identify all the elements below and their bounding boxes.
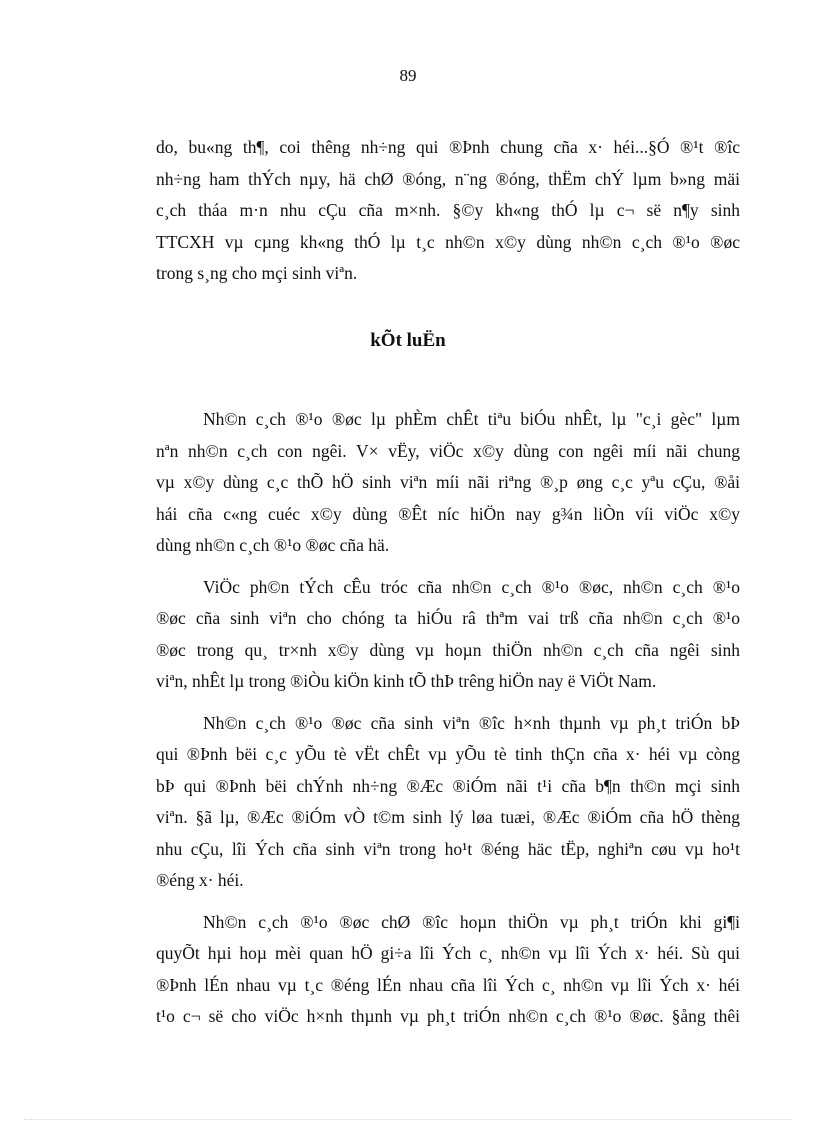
text-line: Nh©n c¸ch ®¹o ®øc lµ phÈm chÊt tiªu biÓu nhÊt, lµ "c¸i gèc" lµm [203,409,740,429]
text-line: viªn, nhÊt lµ trong ®iÒu kiÖn kinh tÕ thÞ trêng hiÖn nay ë ViÖt Nam. [156,671,657,691]
text-line: trong s¸ng cho mçi sinh viªn. [156,263,358,283]
text-line: ViÖc ph©n tÝch cÊu tróc cña nh©n c¸ch ®¹o ®øc, nh©n c¸ch ®¹o [203,576,740,597]
page-bottom-divider [24,1119,792,1120]
section-heading: kÕt luËn [370,330,446,351]
paragraph [156,907,740,1033]
text-line: quyÕt hµi hoµ mèi quan hÖ gi÷a lîi Ých c¸ nh©n vµ lîi Ých x· héi. Sù qui [156,943,740,963]
text-line: nh÷ng ham thÝch nµy, hä chØ ®óng, n¨ng ®óng, thËm chÝ lµm b»ng mäi [156,168,740,189]
text-line: do, bu«ng th¶, coi thêng nh÷ng qui ®Þnh chung cña x· héi...§Ó ®¹t ®îc [156,137,740,157]
text-line: ®Þnh lÉn nhau vµ t¸c ®éng lÉn nhau cña lîi Ých c¸ nh©n vµ lîi Ých x· héi [156,974,740,995]
text-line: vµ x©y dùng c¸c thÕ hÖ sinh viªn míi nãi riªng ®¸p øng c¸c yªu cÇu, ®åi [156,472,740,492]
text-line: TTCXH vµ cµng kh«ng thÓ lµ t¸c nh©n x©y dùng nh©n c¸ch ®¹o ®øc [156,231,740,252]
paragraph [156,572,740,698]
conclusion-body [156,404,740,1033]
paragraph [156,404,740,562]
text-line: t¹o c¬ së cho viÖc h×nh thµnh vµ ph¸t triÓn nh©n c¸ch ®¹o ®øc. §ång thêi [156,1006,740,1026]
paragraph [156,708,740,897]
text-line: ®éng x· héi. [156,870,244,890]
text-line: nhu cÇu, lîi Ých cña sinh viªn trong ho¹t ®éng häc tËp, nghiªn cøu vµ ho¹t [156,838,740,859]
text-line: hái cña c«ng cuéc x©y dùng ®Êt níc hiÖn nay g¾n liÒn víi viÖc x©y [156,503,740,524]
opening-paragraph [156,132,740,290]
text-line: Nh©n c¸ch ®¹o ®øc cña sinh viªn ®îc h×nh thµnh vµ ph¸t triÓn bÞ [203,712,740,733]
text-line: ®øc trong qu¸ tr×nh x©y dùng vµ hoµn thiÖn nh©n c¸ch cña ngêi sinh [156,639,740,660]
text-line: viªn. §ã lµ, ®Æc ®iÓm vÒ t©m sinh lý løa tuæi, ®Æc ®iÓm cña hÖ thèng [156,807,740,827]
text-line: c¸ch tháa m·n nhu cÇu cña m×nh. §©y kh«ng thÓ lµ c¬ së n¶y sinh [156,200,740,220]
text-line: dùng nh©n c¸ch ®¹o ®øc cña hä. [156,535,390,555]
text-line: nªn nh©n c¸ch con ngêi. V× vËy, viÖc x©y dùng con ngêi míi nãi chung [156,440,740,461]
page-number: 89 [399,66,417,85]
text-line: qui ®Þnh bëi c¸c yÕu tè vËt chÊt vµ yÕu tè tinh thÇn cña x· héi vµ còng [156,744,740,764]
text-line: ®øc cña sinh viªn cho chóng ta hiÓu râ thªm vai trß cña nh©n c¸ch ®¹o [156,608,740,628]
text-line: Nh©n c¸ch ®¹o ®øc chØ ®îc hoµn thiÖn vµ ph¸t triÓn khi gi¶i [203,911,740,932]
text-line: bÞ qui ®Þnh bëi chÝnh nh÷ng ®Æc ®iÓm nãi t¹i cña b¶n th©n mçi sinh [156,775,740,796]
